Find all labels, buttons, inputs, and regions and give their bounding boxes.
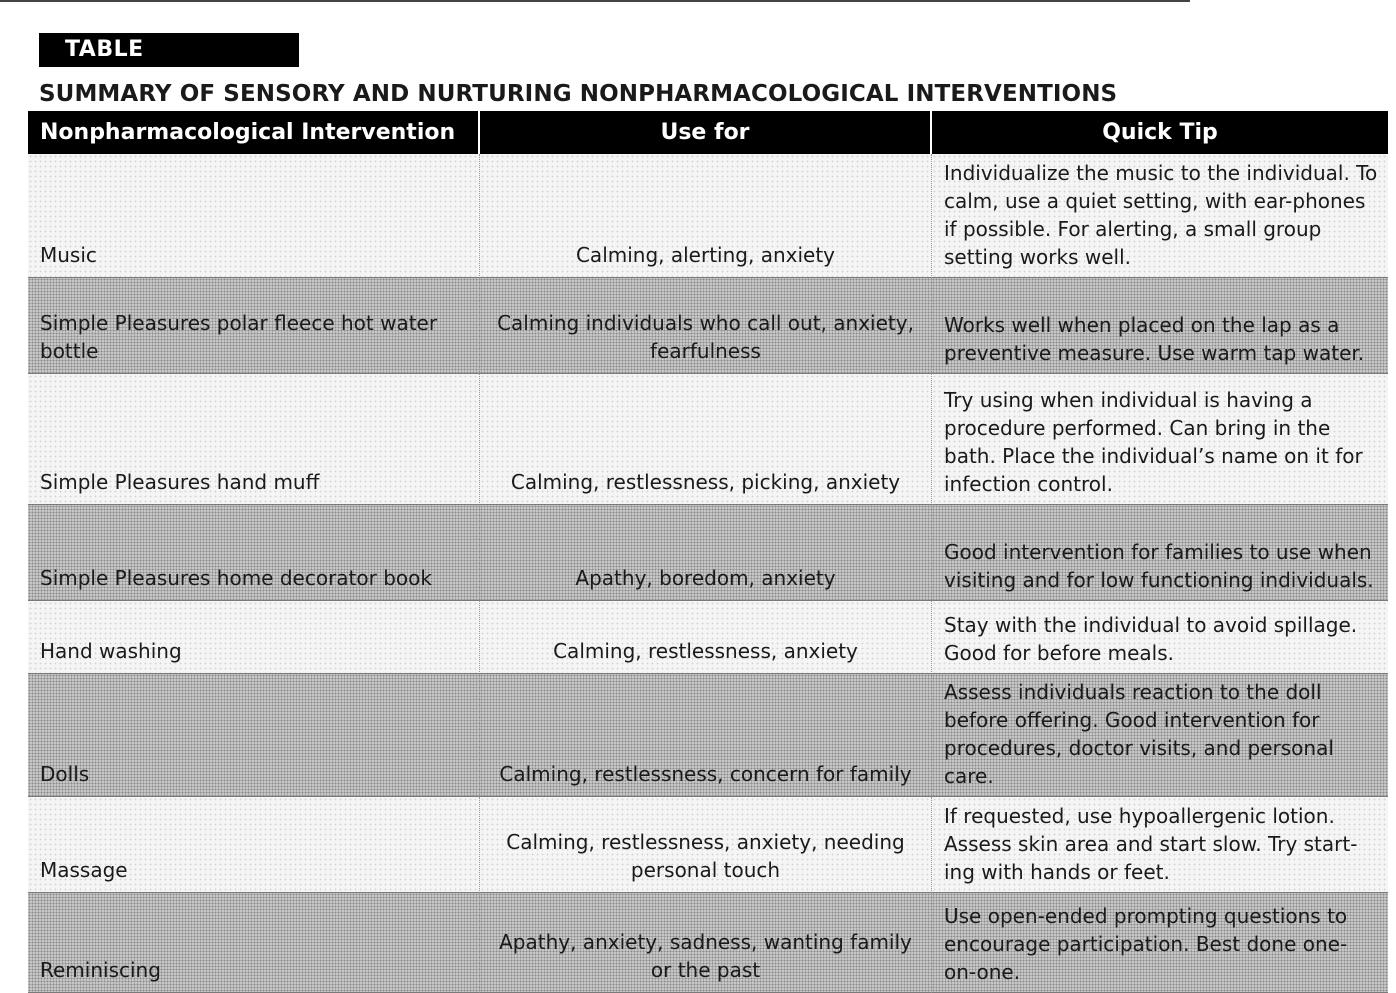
cell-use-for: Calming, restlessness, picking, anxiety xyxy=(480,374,932,505)
cell-use-for: Apathy, boredom, anxiety xyxy=(480,505,932,601)
cell-intervention: Reminiscing xyxy=(28,893,480,993)
cell-intervention: Simple Pleasures hand muff xyxy=(28,374,480,505)
cell-use-for: Calming, restlessness, anxiety xyxy=(480,601,932,674)
cell-intervention: Hand washing xyxy=(28,601,480,674)
table-label: TABLE xyxy=(39,33,299,67)
cell-intervention: Music xyxy=(28,154,480,278)
cell-quick-tip: Stay with the individual to avoid spillage. Good for before meals. xyxy=(932,601,1388,674)
table-title: SUMMARY OF SENSORY AND NURTURING NONPHARMACOLOGICAL INTERVENTIONS xyxy=(39,81,1118,107)
cell-use-for: Calming, restlessness, concern for family xyxy=(480,674,932,797)
cell-quick-tip: Works well when placed on the lap as a preventive measure. Use warm tap water. xyxy=(932,278,1388,374)
cell-intervention: Dolls xyxy=(28,674,480,797)
column-header-intervention: Nonpharmacological Intervention xyxy=(28,111,480,154)
cell-quick-tip: Use open-ended prompting questions to encourage participation. Best done one-on-one. xyxy=(932,893,1388,993)
cell-use-for: Calming, restlessness, anxiety, needing personal touch xyxy=(480,797,932,893)
column-header-quick-tip: Quick Tip xyxy=(932,111,1388,154)
cell-use-for: Apathy, anxiety, sadness, wanting family or the past xyxy=(480,893,932,993)
cell-quick-tip: Assess individuals reaction to the doll before offering. Good intervention for procedures, doctor visits, and personal care. xyxy=(932,674,1388,797)
cell-quick-tip: Try using when individual is having a procedure performed. Can bring in the bath. Place the individual’s name on it for infection control. xyxy=(932,374,1388,505)
cell-intervention: Massage xyxy=(28,797,480,893)
column-header-use-for: Use for xyxy=(480,111,932,154)
cell-intervention: Simple Pleasures home decorator book xyxy=(28,505,480,601)
cell-quick-tip: Individualize the music to the individual. To calm, use a quiet setting, with ear-phones if possible. For alerting, a small group setting works well. xyxy=(932,154,1388,278)
cell-use-for: Calming individuals who call out, anxiety, fearfulness xyxy=(480,278,932,374)
cell-quick-tip: If requested, use hypoallergenic lotion. Assess skin area and start slow. Try start-ing with hands or feet. xyxy=(932,797,1388,893)
interventions-table xyxy=(28,111,1388,993)
top-rule xyxy=(0,0,1190,2)
cell-quick-tip: Good intervention for families to use when visiting and for low functioning individuals. xyxy=(932,505,1388,601)
cell-use-for: Calming, alerting, anxiety xyxy=(480,154,932,278)
cell-intervention: Simple Pleasures polar fleece hot water bottle xyxy=(28,278,480,374)
